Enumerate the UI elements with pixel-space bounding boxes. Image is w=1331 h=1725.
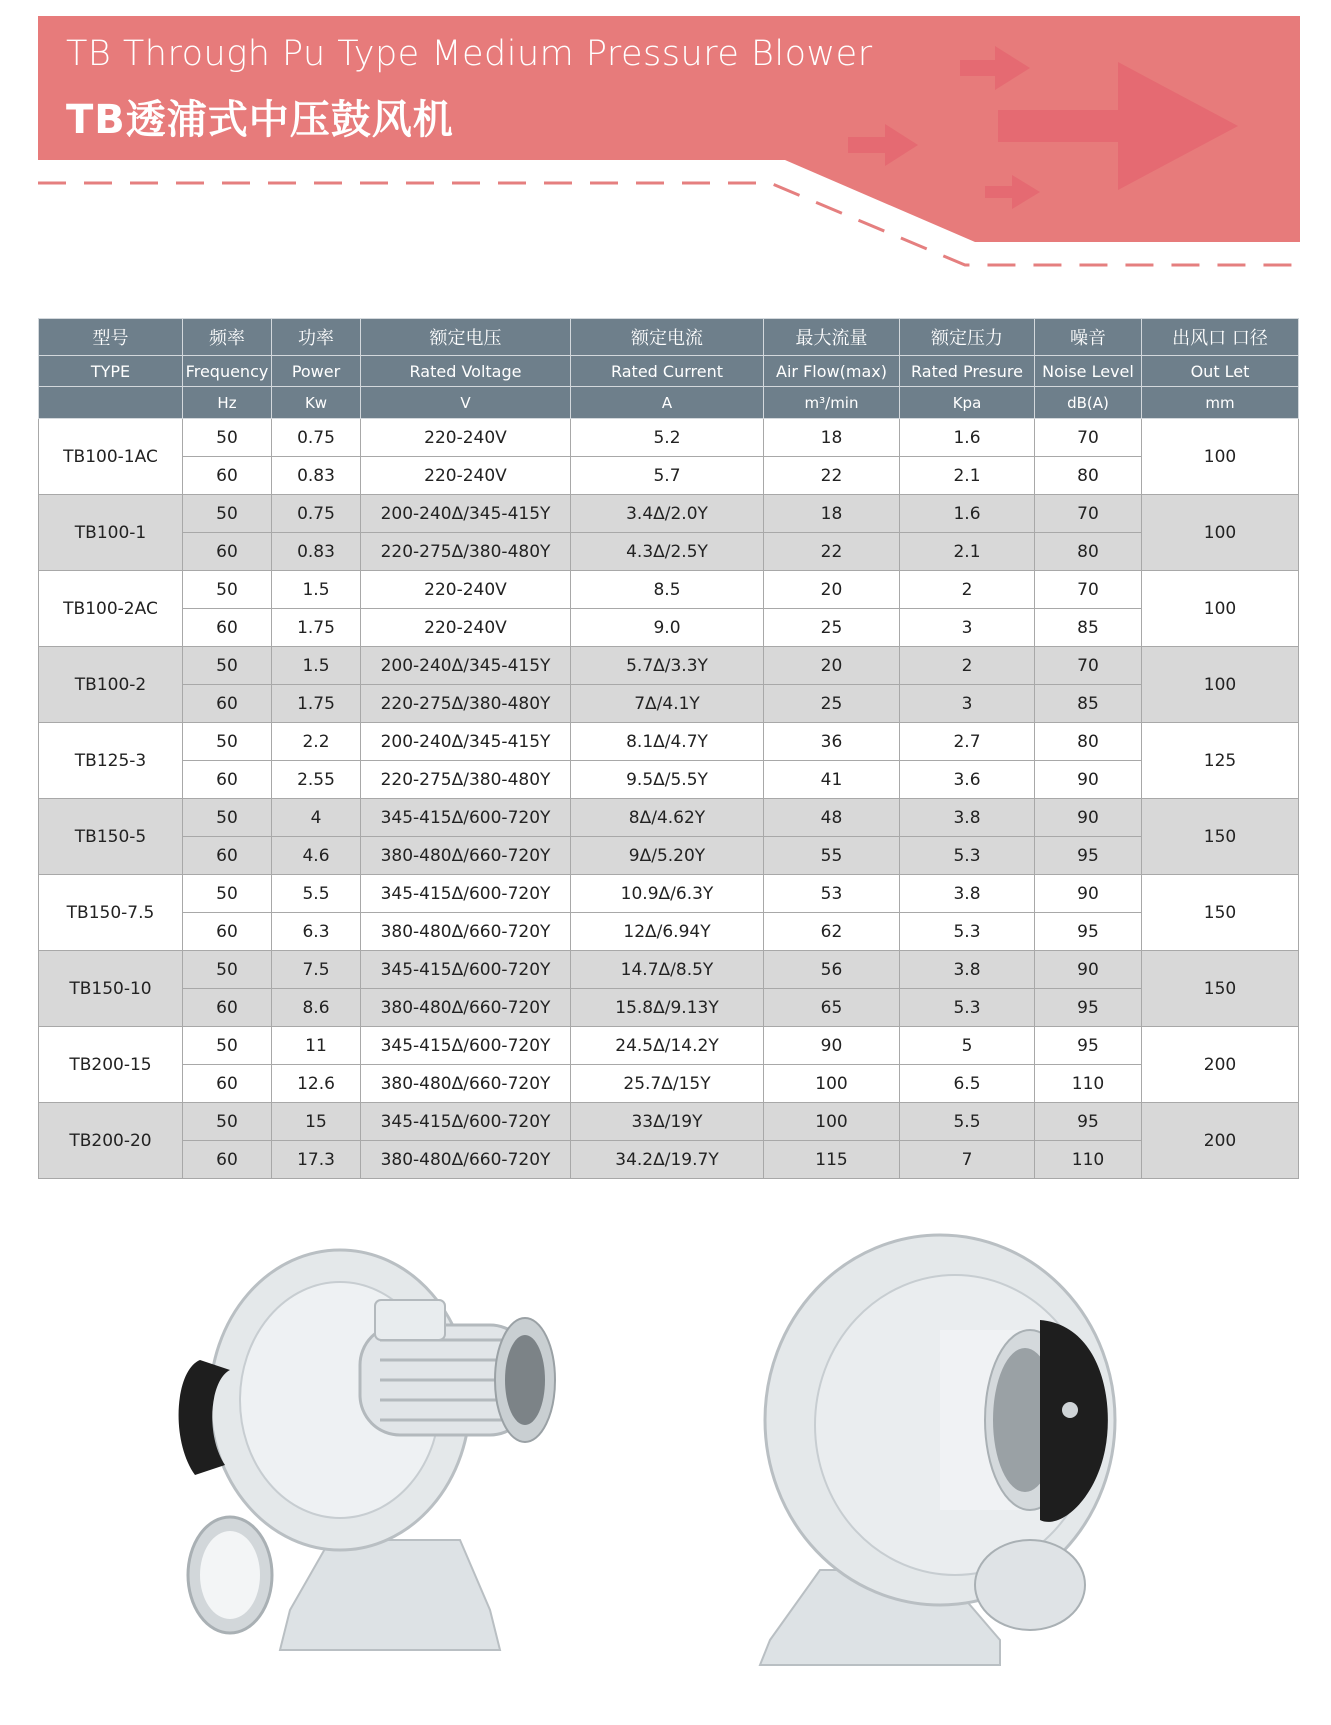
header-row-units — [39, 387, 1299, 419]
spec-cell: 3 — [900, 685, 1035, 723]
table-row — [39, 837, 1299, 875]
spec-cell: 60 — [183, 1065, 272, 1103]
table-row — [39, 495, 1299, 533]
header-unit-cell-7: dB(A) — [1035, 387, 1142, 419]
table-row — [39, 1065, 1299, 1103]
header-unit-cell-8: mm — [1142, 387, 1299, 419]
spec-cell: 345-415Δ/600-720Y — [361, 875, 571, 913]
spec-cell: 0.75 — [272, 495, 361, 533]
header-en-cell-4: Rated Current — [571, 356, 764, 387]
spec-cell: 50 — [183, 419, 272, 457]
spec-cell: 3.8 — [900, 951, 1035, 989]
spec-cell: 3.4Δ/2.0Y — [571, 495, 764, 533]
terminal-box — [375, 1300, 445, 1340]
spec-cell: 5.3 — [900, 989, 1035, 1027]
spec-cell: 9Δ/5.20Y — [571, 837, 764, 875]
spec-cell: 50 — [183, 647, 272, 685]
spec-cell: 1.5 — [272, 647, 361, 685]
spec-cell: 9.0 — [571, 609, 764, 647]
spec-cell: 60 — [183, 837, 272, 875]
spec-cell: 90 — [1035, 875, 1142, 913]
spec-cell: 65 — [764, 989, 900, 1027]
header-en-cell-8: Out Let — [1142, 356, 1299, 387]
spec-cell: 50 — [183, 1103, 272, 1141]
spec-cell: 95 — [1035, 913, 1142, 951]
spec-cell: 10.9Δ/6.3Y — [571, 875, 764, 913]
spec-cell: 9.5Δ/5.5Y — [571, 761, 764, 799]
header-unit-cell-3: V — [361, 387, 571, 419]
spec-cell: 110 — [1035, 1065, 1142, 1103]
spec-cell: 380-480Δ/660-720Y — [361, 1065, 571, 1103]
outlet-cell: 150 — [1142, 875, 1299, 951]
header-unit-cell-0 — [39, 387, 183, 419]
spec-cell: 50 — [183, 799, 272, 837]
spec-cell: 60 — [183, 609, 272, 647]
spec-cell: 56 — [764, 951, 900, 989]
spec-cell: 220-240V — [361, 457, 571, 495]
title-english: TB Through Pu Type Medium Pressure Blower — [66, 34, 873, 74]
flange-label — [1062, 1402, 1078, 1418]
spec-cell: 53 — [764, 875, 900, 913]
blower-inlet-side-view — [740, 1210, 1180, 1680]
header-banner — [0, 0, 1331, 290]
spec-cell: 11 — [272, 1027, 361, 1065]
spec-cell: 12.6 — [272, 1065, 361, 1103]
spec-cell: 8.1Δ/4.7Y — [571, 723, 764, 761]
spec-cell: 85 — [1035, 609, 1142, 647]
spec-cell: 60 — [183, 685, 272, 723]
header-en-cell-2: Power — [272, 356, 361, 387]
spec-cell: 70 — [1035, 495, 1142, 533]
spec-cell: 12Δ/6.94Y — [571, 913, 764, 951]
spec-cell: 60 — [183, 457, 272, 495]
header-cn-cell-8: 出风口 口径 — [1142, 319, 1299, 356]
spec-cell: 380-480Δ/660-720Y — [361, 1141, 571, 1179]
header-en-cell-3: Rated Voltage — [361, 356, 571, 387]
header-cn-cell-0: 型号 — [39, 319, 183, 356]
table-row — [39, 533, 1299, 571]
spec-cell: 5.5 — [272, 875, 361, 913]
spec-cell: 50 — [183, 495, 272, 533]
table-row — [39, 1141, 1299, 1179]
spec-cell: 60 — [183, 1141, 272, 1179]
spec-cell: 25 — [764, 609, 900, 647]
table-row — [39, 571, 1299, 609]
model-name-cell: TB150-5 — [39, 799, 183, 875]
header-en-cell-0: TYPE — [39, 356, 183, 387]
spec-cell: 220-275Δ/380-480Y — [361, 685, 571, 723]
spec-cell: 80 — [1035, 457, 1142, 495]
spec-cell: 200-240Δ/345-415Y — [361, 495, 571, 533]
spec-cell: 1.6 — [900, 419, 1035, 457]
spec-cell: 95 — [1035, 1103, 1142, 1141]
spec-cell: 24.5Δ/14.2Y — [571, 1027, 764, 1065]
spec-cell: 4 — [272, 799, 361, 837]
table-body — [39, 419, 1299, 1179]
header-cn-cell-5: 最大流量 — [764, 319, 900, 356]
spec-cell: 345-415Δ/600-720Y — [361, 1103, 571, 1141]
table-row — [39, 419, 1299, 457]
spec-cell: 2.1 — [900, 457, 1035, 495]
spec-cell: 220-240V — [361, 571, 571, 609]
model-name-cell: TB150-10 — [39, 951, 183, 1027]
spec-cell: 200-240Δ/345-415Y — [361, 647, 571, 685]
spec-cell: 90 — [1035, 761, 1142, 799]
spec-cell: 100 — [764, 1103, 900, 1141]
spec-cell: 60 — [183, 913, 272, 951]
spec-cell: 220-275Δ/380-480Y — [361, 761, 571, 799]
spec-cell: 220-275Δ/380-480Y — [361, 533, 571, 571]
spec-cell: 70 — [1035, 571, 1142, 609]
spec-cell: 85 — [1035, 685, 1142, 723]
model-name-cell: TB100-2 — [39, 647, 183, 723]
spec-cell: 380-480Δ/660-720Y — [361, 913, 571, 951]
spec-cell: 62 — [764, 913, 900, 951]
spec-cell: 115 — [764, 1141, 900, 1179]
spec-cell: 17.3 — [272, 1141, 361, 1179]
table-row — [39, 457, 1299, 495]
spec-cell: 90 — [764, 1027, 900, 1065]
spec-cell: 95 — [1035, 837, 1142, 875]
header-unit-cell-1: Hz — [183, 387, 272, 419]
table-row — [39, 609, 1299, 647]
header-en-cell-1: Frequency — [183, 356, 272, 387]
outlet-cell: 150 — [1142, 799, 1299, 875]
model-name-cell: TB200-15 — [39, 1027, 183, 1103]
table-row — [39, 761, 1299, 799]
header-en-cell-5: Air Flow(max) — [764, 356, 900, 387]
model-name-cell: TB100-1AC — [39, 419, 183, 495]
spec-cell: 1.75 — [272, 685, 361, 723]
spec-cell: 22 — [764, 533, 900, 571]
spec-cell: 4.3Δ/2.5Y — [571, 533, 764, 571]
spec-cell: 100 — [764, 1065, 900, 1103]
table-row — [39, 913, 1299, 951]
table-row — [39, 951, 1299, 989]
spec-cell: 2 — [900, 647, 1035, 685]
spec-cell: 345-415Δ/600-720Y — [361, 951, 571, 989]
outlet-cell: 100 — [1142, 419, 1299, 495]
outlet-pipe — [975, 1540, 1085, 1630]
model-name-cell: TB100-2AC — [39, 571, 183, 647]
spec-cell: 70 — [1035, 647, 1142, 685]
spec-cell: 60 — [183, 761, 272, 799]
blower-front-motor-view — [170, 1210, 610, 1680]
spec-cell: 80 — [1035, 723, 1142, 761]
table-row — [39, 723, 1299, 761]
blower-base — [280, 1540, 500, 1650]
spec-cell: 3.8 — [900, 875, 1035, 913]
spec-cell: 5.5 — [900, 1103, 1035, 1141]
header-cn-cell-7: 噪音 — [1035, 319, 1142, 356]
table-row — [39, 799, 1299, 837]
spec-cell: 200-240Δ/345-415Y — [361, 723, 571, 761]
header-en-cell-6: Rated Presure — [900, 356, 1035, 387]
spec-cell: 7.5 — [272, 951, 361, 989]
spec-cell: 50 — [183, 875, 272, 913]
spec-cell: 8Δ/4.62Y — [571, 799, 764, 837]
spec-cell: 5.2 — [571, 419, 764, 457]
table-header — [39, 319, 1299, 419]
spec-cell: 0.83 — [272, 533, 361, 571]
spec-cell: 36 — [764, 723, 900, 761]
table-row — [39, 1027, 1299, 1065]
spec-cell: 3.6 — [900, 761, 1035, 799]
spec-cell: 90 — [1035, 799, 1142, 837]
spec-cell: 1.5 — [272, 571, 361, 609]
spec-cell: 50 — [183, 951, 272, 989]
header-en-cell-7: Noise Level — [1035, 356, 1142, 387]
table-row — [39, 685, 1299, 723]
spec-cell: 380-480Δ/660-720Y — [361, 837, 571, 875]
outlet-cell: 150 — [1142, 951, 1299, 1027]
spec-cell: 50 — [183, 723, 272, 761]
spec-cell: 2.7 — [900, 723, 1035, 761]
spec-cell: 7Δ/4.1Y — [571, 685, 764, 723]
spec-cell: 14.7Δ/8.5Y — [571, 951, 764, 989]
spec-cell: 8.5 — [571, 571, 764, 609]
spec-cell: 90 — [1035, 951, 1142, 989]
header-unit-cell-6: Kpa — [900, 387, 1035, 419]
outlet-cell: 125 — [1142, 723, 1299, 799]
spec-cell: 95 — [1035, 989, 1142, 1027]
spec-cell: 7 — [900, 1141, 1035, 1179]
spec-cell: 25 — [764, 685, 900, 723]
spec-cell: 70 — [1035, 419, 1142, 457]
spec-cell: 20 — [764, 571, 900, 609]
spec-cell: 80 — [1035, 533, 1142, 571]
spec-cell: 2.55 — [272, 761, 361, 799]
spec-cell: 220-240V — [361, 609, 571, 647]
outlet-opening — [200, 1531, 260, 1619]
spec-cell: 50 — [183, 571, 272, 609]
spec-cell: 15 — [272, 1103, 361, 1141]
table-row — [39, 875, 1299, 913]
spec-cell: 5.7 — [571, 457, 764, 495]
title-chinese: TB透浦式中压鼓风机 — [66, 97, 454, 143]
spec-cell: 18 — [764, 495, 900, 533]
header-cn-cell-4: 额定电流 — [571, 319, 764, 356]
outlet-cell: 100 — [1142, 495, 1299, 571]
header-cn-cell-6: 额定压力 — [900, 319, 1035, 356]
spec-cell: 1.75 — [272, 609, 361, 647]
outlet-cell: 100 — [1142, 571, 1299, 647]
model-name-cell: TB200-20 — [39, 1103, 183, 1179]
outlet-cell: 100 — [1142, 647, 1299, 723]
spec-table — [38, 318, 1299, 1179]
spec-cell: 2.2 — [272, 723, 361, 761]
spec-cell: 2 — [900, 571, 1035, 609]
spec-cell: 18 — [764, 419, 900, 457]
spec-cell: 60 — [183, 989, 272, 1027]
fan-grille — [505, 1335, 545, 1425]
spec-cell: 0.75 — [272, 419, 361, 457]
spec-cell: 20 — [764, 647, 900, 685]
spec-cell: 6.5 — [900, 1065, 1035, 1103]
header-unit-cell-4: A — [571, 387, 764, 419]
spec-cell: 8.6 — [272, 989, 361, 1027]
spec-cell: 6.3 — [272, 913, 361, 951]
spec-cell: 3.8 — [900, 799, 1035, 837]
spec-cell: 5.3 — [900, 913, 1035, 951]
spec-cell: 25.7Δ/15Y — [571, 1065, 764, 1103]
spec-cell: 345-415Δ/600-720Y — [361, 799, 571, 837]
table-row — [39, 647, 1299, 685]
table-row — [39, 1103, 1299, 1141]
outlet-cell: 200 — [1142, 1027, 1299, 1103]
spec-cell: 34.2Δ/19.7Y — [571, 1141, 764, 1179]
spec-cell: 1.6 — [900, 495, 1035, 533]
header-cn-cell-2: 功率 — [272, 319, 361, 356]
spec-cell: 5 — [900, 1027, 1035, 1065]
spec-cell: 33Δ/19Y — [571, 1103, 764, 1141]
model-name-cell: TB100-1 — [39, 495, 183, 571]
spec-cell: 5.7Δ/3.3Y — [571, 647, 764, 685]
model-name-cell: TB125-3 — [39, 723, 183, 799]
spec-cell: 15.8Δ/9.13Y — [571, 989, 764, 1027]
spec-cell: 0.83 — [272, 457, 361, 495]
spec-cell: 95 — [1035, 1027, 1142, 1065]
spec-cell: 50 — [183, 1027, 272, 1065]
model-name-cell: TB150-7.5 — [39, 875, 183, 951]
spec-cell: 55 — [764, 837, 900, 875]
spec-cell: 22 — [764, 457, 900, 495]
header-unit-cell-2: Kw — [272, 387, 361, 419]
spec-cell: 3 — [900, 609, 1035, 647]
spec-cell: 2.1 — [900, 533, 1035, 571]
spec-cell: 220-240V — [361, 419, 571, 457]
header-row-chinese — [39, 319, 1299, 356]
spec-cell: 380-480Δ/660-720Y — [361, 989, 571, 1027]
spec-cell: 4.6 — [272, 837, 361, 875]
header-row-english — [39, 356, 1299, 387]
table-row — [39, 989, 1299, 1027]
spec-cell: 60 — [183, 533, 272, 571]
spec-cell: 48 — [764, 799, 900, 837]
header-cn-cell-3: 额定电压 — [361, 319, 571, 356]
spec-cell: 345-415Δ/600-720Y — [361, 1027, 571, 1065]
spec-cell: 110 — [1035, 1141, 1142, 1179]
header-cn-cell-1: 频率 — [183, 319, 272, 356]
spec-cell: 5.3 — [900, 837, 1035, 875]
header-unit-cell-5: m³/min — [764, 387, 900, 419]
outlet-cell: 200 — [1142, 1103, 1299, 1179]
spec-cell: 41 — [764, 761, 900, 799]
